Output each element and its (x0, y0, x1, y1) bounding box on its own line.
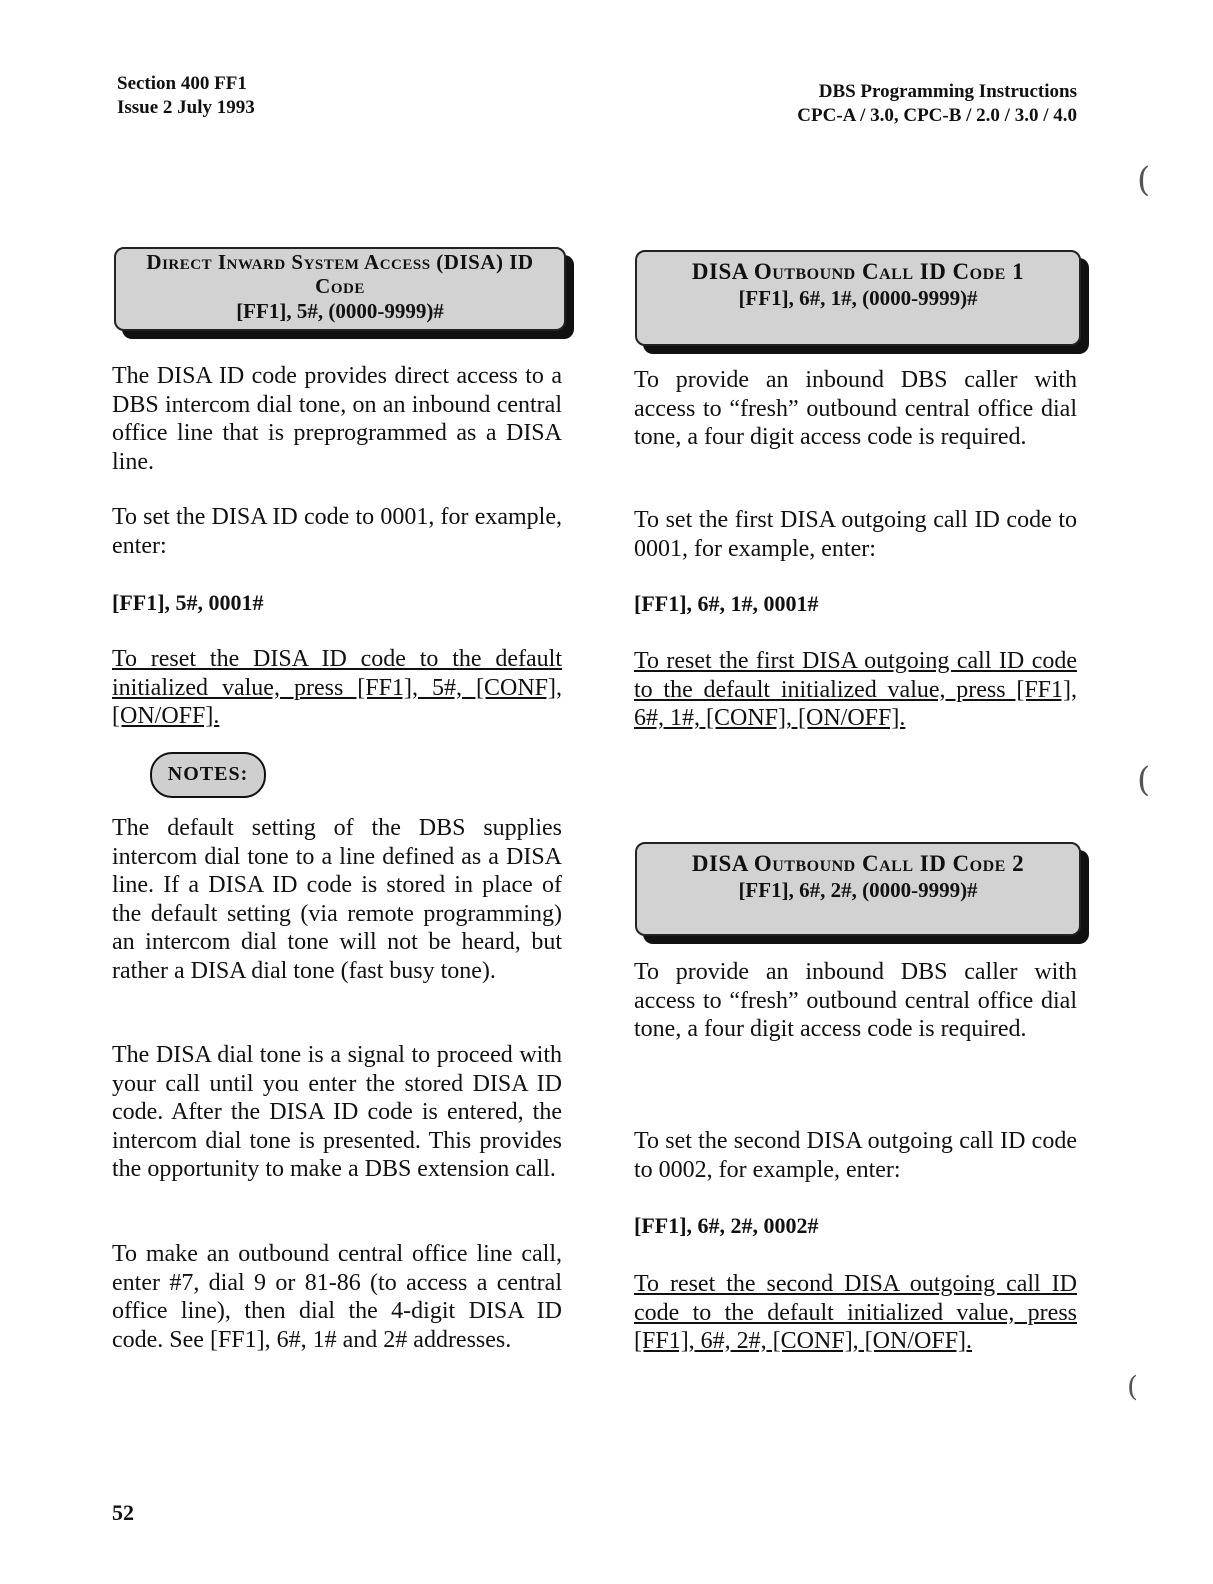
margin-mark: ( (1127, 1370, 1138, 1403)
notes-badge: NOTES: (150, 752, 266, 798)
page-number: 52 (112, 1500, 134, 1525)
margin-mark: ( (1137, 160, 1151, 200)
section-label: Section 400 FF1 (117, 73, 247, 94)
box-code: [FF1], 6#, 2#, (0000-9999)# (738, 878, 978, 902)
disa-outbound-code2-box (635, 842, 1081, 936)
right-command-1: [FF1], 6#, 1#, 0001# (634, 591, 819, 616)
box-title: DISA Outbound Call ID Code 2 (691, 851, 1025, 876)
left-command: [FF1], 5#, 0001# (112, 590, 264, 615)
box-title: DISA Outbound Call ID Code 1 (691, 259, 1025, 284)
box-code: [FF1], 5#, (0000-9999)# (236, 299, 444, 323)
note-default-setting: The default setting of the DBS supplies intercom dial tone to a line defined as a DISA line. If a DISA ID code is stored in place of the default setting (via remote programming) an intercom dial tone will not be heard, but rather a DISA dial tone (fast busy tone). (112, 815, 562, 984)
right-set-instruction-2: To set the second DISA outgoing call ID code to 0002, for example, enter: (634, 1128, 1077, 1183)
right-intro-2: To provide an inbound DBS caller with access to “fresh” outbound central office dial tone, a four digit access code is required. (634, 959, 1077, 1042)
doc-version: CPC-A / 3.0, CPC-B / 2.0 / 3.0 / 4.0 (797, 105, 1077, 126)
issue-date: Issue 2 July 1993 (117, 97, 255, 118)
header-left (117, 72, 417, 120)
left-reset-instruction: To reset the DISA ID code to the default initialized value, press [FF1], 5#, [CONF], [ON/OFF]. (112, 646, 562, 729)
right-intro-1: To provide an inbound DBS caller with access to “fresh” outbound central office dial tone, a four digit access code is required. (634, 367, 1077, 450)
right-reset-instruction-1: To reset the first DISA outgoing call ID code to the default initialized value, press [FF1], 6#, 1#, [CONF], [ON/OFF]. (634, 648, 1077, 731)
note-outbound-call: To make an outbound central office line call, enter #7, dial 9 or 81-86 (to access a central office line), then dial the 4-digit DISA ID code. See [FF1], 6#, 1# and 2# addresses. (112, 1241, 562, 1353)
doc-title: DBS Programming Instructions (818, 81, 1077, 102)
box-title-cont: Code (315, 274, 365, 298)
header-right (620, 80, 1077, 128)
disa-id-code-box (114, 247, 566, 331)
right-reset-instruction-2: To reset the second DISA outgoing call ID code to the default initialized value, press [FF1], 6#, 2#, [CONF], [ON/OFF]. (634, 1271, 1077, 1354)
margin-mark: ( (1137, 760, 1151, 800)
left-intro: The DISA ID code provides direct access to a DBS intercom dial tone, on an inbound central office line that is preprogrammed as a DISA line. (112, 363, 562, 475)
disa-outbound-code1-box (635, 250, 1081, 346)
box-code: [FF1], 6#, 1#, (0000-9999)# (738, 286, 978, 310)
right-command-2: [FF1], 6#, 2#, 0002# (634, 1213, 819, 1238)
left-set-instruction: To set the DISA ID code to 0001, for example, enter: (112, 504, 562, 559)
right-set-instruction-1: To set the first DISA outgoing call ID code to 0001, for example, enter: (634, 507, 1077, 562)
box-title: Direct Inward System Access (DISA) ID (146, 250, 534, 274)
note-disa-dial-tone: The DISA dial tone is a signal to proceed with your call until you enter the stored DISA ID code. After the DISA ID code is entered, the intercom dial tone is presented. This provides the opportunity to make a DBS extension call. (112, 1042, 562, 1182)
